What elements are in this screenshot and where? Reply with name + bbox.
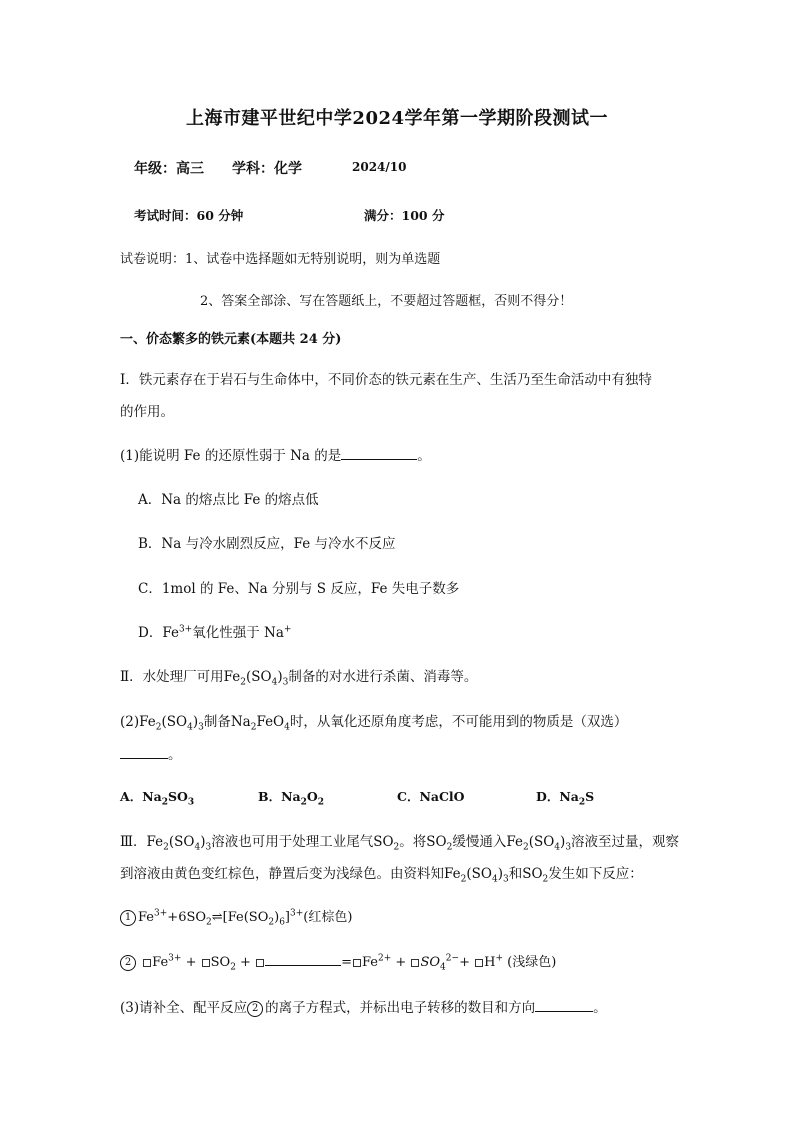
- part3-sub-e: 2: [446, 842, 453, 853]
- part3-sub-l: 2: [542, 874, 549, 885]
- q2-text-a: (2)Fe: [120, 714, 156, 730]
- r2-sup3: 2−: [445, 953, 460, 964]
- instructions-2: 2、答案全部涂、写在答题纸上，不要超过答题框，否则不得分！: [200, 294, 573, 309]
- q1-option-d-mid: 氧化性强于 Na: [192, 625, 284, 641]
- part3-line2: 到溶液由黄色变红棕色，静置后变为浅绿色。由资料知$Fe_2(SO_4)_3$和$SO_2$发生如下反应：: [120, 866, 643, 885]
- r1-c: ⇌[Fe(SO: [211, 910, 269, 925]
- part3-sub-a: 2: [163, 842, 169, 853]
- part3-sub-b: 4: [194, 842, 201, 853]
- q2-option-b-text: B．Na: [258, 789, 301, 804]
- q1-option-a: A．Na 的熔点比 Fe 的熔点低: [138, 492, 319, 508]
- r1-sub1: 2: [206, 917, 212, 928]
- coefficient-box[interactable]: [353, 959, 361, 967]
- part3-text-f: 到溶液由黄色变红棕色，静置后变为浅绿色。由资料知Fe: [120, 866, 461, 882]
- q2-text-b: (SO: [161, 714, 188, 730]
- r2-sup2: 2+: [378, 953, 392, 964]
- r2-i: +: [459, 955, 475, 970]
- q3-number: 2: [247, 1001, 263, 1017]
- q1-option-d: [138, 621, 291, 641]
- q2-option-d-sub1: 2: [578, 797, 586, 808]
- q2-sub2: 4: [187, 722, 193, 733]
- part3-line1: Ⅲ．$Fe_2(SO_4)_3$溶液也可用于处理工业尾气$SO_2$。将$SO_2$缓慢通入$Fe_2(SO_4)_3$溶液至过量，观察: [120, 834, 680, 853]
- r2-h: SO: [420, 955, 441, 970]
- q1-option-d-text: D．Fe: [138, 625, 179, 641]
- q2-sub1: 2: [155, 722, 162, 733]
- part3-sub-i: 2: [460, 874, 467, 885]
- r1-e: ]: [284, 910, 290, 925]
- r2-b: +: [181, 955, 201, 970]
- r1-b: +6SO: [167, 910, 207, 925]
- q2-option-a-mid: SO: [168, 789, 188, 804]
- section-heading: 一、价态繁多的铁元素(本题共 24 分): [120, 332, 342, 347]
- part2-text-d: 制备的对水进行杀菌、消毒等。: [288, 669, 478, 685]
- part2-text-c: ): [277, 669, 283, 685]
- coefficient-box[interactable]: [143, 959, 151, 967]
- r2-sub2: 4: [440, 962, 446, 973]
- r1-sup1: 3+: [154, 908, 168, 919]
- q2-option-b: [258, 787, 324, 808]
- page-title: 上海市建平世纪中学2024学年第一学期阶段测试一: [185, 108, 609, 129]
- part3-text-h: 发生如下反应：: [548, 866, 643, 882]
- part3-text-g: 和SO: [508, 866, 543, 882]
- coefficient-box[interactable]: [475, 959, 483, 967]
- r2-sup1: 3+: [168, 953, 182, 964]
- r2-j: H: [484, 955, 496, 970]
- q2-option-c: C．NaClO: [397, 789, 465, 804]
- question-2-answer: [120, 743, 182, 763]
- q2-option-a: [120, 787, 194, 808]
- q2-option-b-sub2: 2: [317, 797, 325, 808]
- q2-text-f: 时，从氧化还原角度考虑，不可能用到的物质是（双选）: [289, 714, 628, 730]
- q2-text-d: 制备Na: [203, 714, 251, 730]
- part3-sub-d: 2: [393, 842, 400, 853]
- r2-g: +: [391, 955, 411, 970]
- part3-sub-h: 3: [565, 842, 572, 853]
- part3-text-a: Ⅲ．Fe: [120, 834, 164, 850]
- r2-f: Fe: [362, 955, 379, 970]
- part2-sub1: 2: [240, 677, 247, 688]
- r2-a: Fe: [152, 955, 169, 970]
- part1-intro-line1: I．铁元素存在于岩石与生命体中，不同价态的铁元素在生产、生活乃至生命活动中有独特: [120, 372, 652, 388]
- full-score: 满分：100 分: [364, 208, 445, 223]
- part2-intro: [120, 665, 477, 688]
- part3-text-e: 溶液至过量，观察: [571, 834, 680, 850]
- part1-intro-line2: 的作用。: [120, 404, 174, 420]
- r2-k: (浅绿色): [502, 955, 557, 970]
- q2-text-c: ): [192, 714, 199, 730]
- q2-sub4: 2: [250, 722, 257, 733]
- q2-option-b-sub1: 2: [300, 797, 307, 808]
- r1-sub3: 6: [279, 917, 285, 928]
- r1-sub2: 2: [268, 917, 275, 928]
- part2-sub2: 4: [271, 677, 278, 688]
- q2-option-d: [536, 787, 594, 808]
- question-1-stem: (1)能说明 Fe 的还原性弱于 Na 的是: [120, 448, 342, 464]
- question-1-end: 。: [417, 448, 431, 464]
- r1-a: Fe: [138, 910, 155, 925]
- part3-sub-j: 4: [491, 874, 498, 885]
- part2-text-a: Ⅱ．水处理厂可用Fe: [120, 669, 241, 685]
- part3-sub-k: 3: [502, 874, 509, 885]
- part3-text-d: 缓慢通入Fe: [452, 834, 523, 850]
- reaction-1-number: 1: [120, 910, 136, 926]
- answer-blank-4[interactable]: [535, 997, 593, 1012]
- r1-d: ): [274, 910, 280, 925]
- part3-sub-c: 3: [205, 842, 212, 853]
- part3-sub-f: 2: [522, 842, 529, 853]
- part3-sub-g: 4: [554, 842, 561, 853]
- question-2-end: 。: [168, 747, 182, 763]
- q2-option-a-text: A．Na: [120, 789, 162, 804]
- r1-f: (红棕色): [303, 910, 353, 925]
- q3-text-a: (3)请补全、配平反应: [120, 1000, 248, 1016]
- r2-sup4: +: [495, 953, 503, 964]
- q3-text-b: 的离子方程式，并标出电子转移的数目和方向: [265, 1000, 536, 1016]
- q2-option-d-text: D．Na: [536, 789, 579, 804]
- part2-sub3: 3: [282, 677, 289, 688]
- q2-option-d-mid: S: [585, 789, 595, 804]
- instructions-1: 试卷说明：1、试卷中选择题如无特别说明，则为单选题: [120, 252, 441, 267]
- answer-blank-2[interactable]: [120, 744, 168, 759]
- r1-sup2: 3+: [290, 908, 304, 919]
- q2-sub3: 3: [198, 722, 204, 733]
- coefficient-box[interactable]: [256, 959, 264, 967]
- coefficient-box[interactable]: [411, 959, 419, 967]
- q2-text-e: FeO: [256, 714, 285, 730]
- question-1: [120, 444, 431, 464]
- question-2: [120, 710, 627, 733]
- q2-option-a-sub1: 2: [161, 797, 168, 808]
- r2-d: +: [235, 955, 256, 970]
- q2-sub5: 4: [284, 722, 290, 733]
- grade-label: 年级：高三: [134, 161, 204, 177]
- subject-label: 学科：化学: [232, 161, 302, 177]
- answer-blank-3[interactable]: [265, 951, 341, 966]
- q2-option-a-sub2: 3: [187, 797, 195, 808]
- reaction-2-number: 2: [120, 955, 136, 971]
- reaction-1: [120, 906, 352, 928]
- part3-text-c: 。将SO: [399, 834, 447, 850]
- r2-c: SO: [210, 955, 231, 970]
- reaction-2: [120, 951, 556, 973]
- part3-text-b: 溶液也可用于处理工业尾气SO: [211, 834, 394, 850]
- q1-option-b: B．Na 与冷水剧烈反应，Fe 与冷水不反应: [138, 536, 396, 552]
- question-3: [120, 996, 607, 1017]
- r2-sub1: 2: [230, 962, 236, 973]
- r2-e: =: [341, 955, 352, 970]
- q2-option-b-mid: O: [306, 789, 318, 804]
- q1-option-d-sup1: 3+: [178, 624, 193, 635]
- q1-option-c: C．1mol 的 Fe、Na 分别与 S 反应，Fe 失电子数多: [138, 581, 460, 597]
- exam-date: 2024/10: [352, 160, 407, 174]
- q1-option-d-sup2: +: [283, 624, 292, 635]
- answer-blank-1[interactable]: [341, 445, 417, 460]
- part2-text-b: (SO: [246, 669, 272, 685]
- exam-time: 考试时间：60 分钟: [134, 208, 244, 223]
- coefficient-box[interactable]: [202, 959, 210, 967]
- q3-end: 。: [593, 1000, 607, 1016]
